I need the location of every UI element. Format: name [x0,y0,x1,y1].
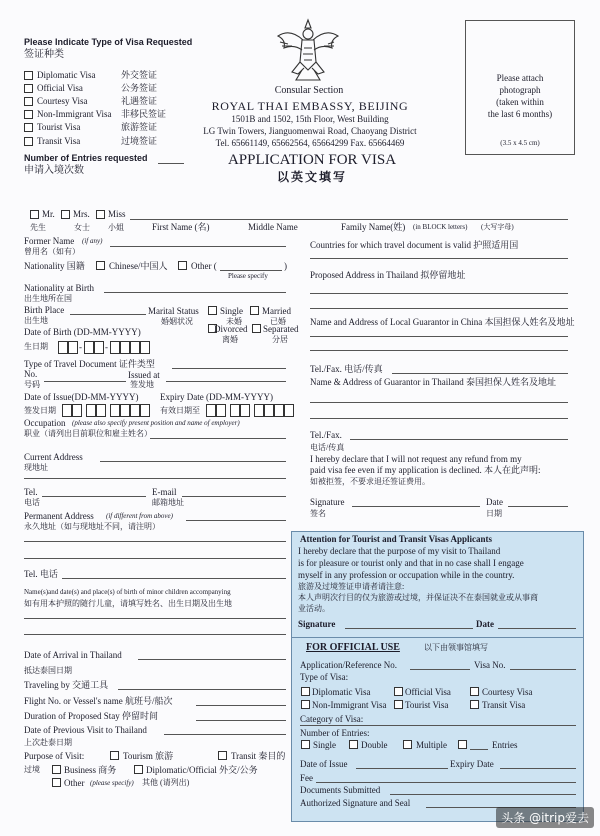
official-use-cn: 以下由领事馆填写 [424,643,488,652]
checkbox-chinese[interactable] [96,261,105,270]
birth-place-label: Birth Place [24,305,65,315]
miss-label-cn: 小姐 [108,223,124,232]
dob-digit-box[interactable] [120,341,130,354]
dob-dash: - [79,342,82,352]
dob-digit-box[interactable] [110,341,120,354]
official-checkbox-transit[interactable] [470,700,479,709]
official-checkbox-courtesy[interactable] [470,687,479,696]
app-ref-label: Application/Reference No. [300,660,397,670]
duration-label: Duration of Proposed Stay 停留时间 [24,711,158,721]
official-non-immigrant-label: Non-Immigrant Visa [312,700,387,710]
tel-fax-field[interactable] [392,373,568,374]
tel-fax2-cn: 电话/传真 [310,443,345,452]
marital-status-cn: 婚姻状况 [161,317,193,326]
visa-type-label: Non-Immigrant Visa [37,109,112,119]
visa-type-label-cn: 公务签证 [121,83,158,93]
checkbox-transit[interactable] [218,751,227,760]
email-cn: 邮箱地址 [152,498,184,507]
expiry-cn: 有效日期至 [160,406,200,415]
married-label: Married [262,306,291,316]
dob-digit-box[interactable] [58,341,68,354]
date-label: Date [486,497,503,507]
current-address-cn: 现地址 [24,463,48,472]
official-tourist-label: Tourist Visa [405,700,449,710]
other-nationality-field[interactable] [220,270,282,271]
birth-place-cn: 出生地 [24,316,48,325]
tel-label: Tel. [24,487,38,497]
travel-doc-label: Type of Travel Document 证件类型 [24,359,155,369]
official-courtesy-label: Courtesy Visa [482,687,533,697]
nationality-label: Nationality 国籍 [24,261,85,271]
issue-digit-box[interactable] [120,404,130,417]
traveling-by-field[interactable] [118,689,286,690]
miss-label: Miss [108,209,126,219]
visa-type-label-cn: 非移民签证 [121,109,167,119]
embassy-name: ROYAL THAI EMBASSY, BEIJING [211,99,409,113]
fee-field[interactable] [316,782,576,783]
prev-visit-cn: 上次赴泰日期 [24,738,72,747]
middle-name-label: Middle Name [248,222,298,232]
divorced-label: Divorced [214,324,248,334]
tel-fax-label: Tel./Fax. 电话/传真 [310,364,383,374]
panel-signature-label: Signature [298,619,336,629]
official-checkbox-diplomatic[interactable] [301,687,310,696]
official-diplomatic-label: Diplomatic Visa [312,687,371,697]
attention-line: myself in any profession or occupation while in the country. [298,570,515,580]
proposed-address-label: Proposed Address in Thailand 拟停留地址 [310,270,466,280]
official-transit-label: Transit Visa [482,700,526,710]
checkbox-miss[interactable] [96,210,105,219]
issue-digit-box[interactable] [62,404,72,417]
permanent-address-field[interactable] [186,520,286,521]
official-multiple-label: Multiple [416,740,447,750]
other-purpose-note: (please specify) [90,779,134,787]
purpose-cn: 过境 [24,765,40,774]
married-cn: 已婚 [270,317,286,326]
entries-requested-field[interactable] [158,153,184,164]
official-date-issue-field[interactable] [356,768,448,769]
countries-field[interactable] [310,258,568,259]
num-entries-label: Number of Entries: [300,728,370,738]
declaration-line: I hereby declare that I will not request any refund from my [310,454,522,464]
permanent-address-cn: 永久地址（如与现地址不同，请注明） [24,522,160,531]
consular-section: Consular Section [274,85,344,96]
local-guarantor-field-2[interactable] [310,350,568,351]
checkbox-married[interactable] [250,306,259,315]
documents-field[interactable] [390,794,576,795]
business-label: Business 商务 [64,765,117,775]
duration-field[interactable] [196,720,286,721]
occupation-field[interactable] [150,438,286,439]
checkbox-diplomatic-official[interactable] [134,765,143,774]
official-single-label: Single [313,740,337,750]
dob-digit-box[interactable] [140,341,150,354]
checkbox-tourism[interactable] [110,751,119,760]
other-close-paren: ) [284,261,287,271]
nationality-birth-label: Nationality at Birth [24,283,94,293]
dob-digit-box[interactable] [68,341,78,354]
entries-label-cn: 申请入境次数 [24,165,84,176]
type-of-visa-label: Type of Visa: [300,672,349,682]
doc-no-label: No. [24,369,38,379]
children-field-1[interactable] [24,618,286,619]
watermark: 头条 @itrip爱去 [496,807,594,828]
attention-title: Attention for Tourist and Transit Visas Applicants [300,534,493,544]
thai-guarantor-field-2[interactable] [310,418,568,419]
declaration-line: paid visa fee even if my application is declined. 本人在此声明: [310,465,541,475]
checkbox-transit-visa[interactable] [24,137,33,146]
expiry-digit-box[interactable] [274,404,284,417]
mr-label: Mr. [42,209,55,219]
issue-digit-box[interactable] [110,404,120,417]
checkbox-other-nationality[interactable] [178,261,187,270]
date-issue-label: Date of Issue(DD-MM-YYYY) [24,392,139,402]
official-checkbox-single[interactable] [301,740,310,749]
form-title: APPLICATION FOR VISA [227,152,397,168]
entries-label: Number of Entries requested [24,153,148,163]
prev-visit-label: Date of Previous Visit to Thailand [24,725,147,735]
nationality-birth-cn: 出生地所在国 [24,294,72,303]
tel-cn: 电话 [24,498,40,507]
purpose-label: Purpose of Visit: [24,751,85,761]
expiry-label: Expiry Date (DD-MM-YYYY) [160,392,273,402]
expiry-digit-box[interactable] [206,404,216,417]
dob-cn: 生日期 [24,342,48,351]
checkbox-official-visa[interactable] [24,84,33,93]
checkbox-diplomatic-visa[interactable] [24,71,33,80]
embassy-address-2: LG Twin Towers, Jianguomenwai Road, Chaoyang District [203,126,417,136]
visa-type-label-cn: 外交签证 [121,70,158,80]
official-checkbox-tourist[interactable] [394,700,403,709]
form-title-cn: 以英文填写 [276,170,348,184]
prev-visit-field[interactable] [164,734,286,735]
panel-divider [291,637,584,638]
issue-digit-box[interactable] [130,404,140,417]
official-checkbox-double[interactable] [349,740,358,749]
checkbox-tourist-visa[interactable] [24,123,33,132]
date-issue-cn: 签发日期 [24,406,56,415]
expiry-digit-box[interactable] [240,404,250,417]
official-official-label: Official Visa [405,687,451,697]
panel-signature-field[interactable] [345,628,473,629]
checkbox-separated[interactable] [252,324,261,333]
permanent-address-field-3[interactable] [24,558,286,559]
attention-line: is for pleasure or tourist only and that in no case shall I engage [298,558,524,568]
issue-digit-box[interactable] [140,404,150,417]
doc-no-field[interactable] [44,381,126,382]
official-checkbox-entries[interactable] [458,740,467,749]
issued-at-field[interactable] [166,381,286,382]
official-expiry-label: Expiry Date [450,759,494,769]
fee-label: Fee [300,773,313,783]
occupation-note: (please also specify present position and name of employer) [72,419,240,427]
garuda-emblem-icon [272,14,344,86]
attention-line-cn: 业活动。 [298,604,330,613]
visa-type-heading: Please Indicate Type of Visa Requested [24,37,193,47]
divorced-cn: 离婚 [222,335,238,344]
signature-cn: 签名 [310,509,326,518]
official-checkbox-official[interactable] [394,687,403,696]
former-name-cn: 曾用名（如有） [24,247,80,256]
local-guarantor-field-1[interactable] [310,336,568,337]
issued-at-label: Issued at [128,370,160,380]
arrival-label: Date of Arrival in Thailand [24,650,122,660]
former-name-label: Former Name [24,236,75,246]
mrs-label: Mrs. [73,209,90,219]
visa-type-label: Diplomatic Visa [37,70,96,80]
arrival-cn: 抵达泰国日期 [24,666,72,675]
visa-type-label-cn: 旅游签证 [121,122,158,132]
visa-type-label: Tourist Visa [37,122,81,132]
official-double-label: Double [361,740,388,750]
tel-fax2-label: Tel./Fax. [310,430,342,440]
visa-no-field[interactable] [510,669,576,670]
separated-label: Separated [263,324,299,334]
first-name-label: First Name (名) [152,222,210,232]
photo-instruction: the last 6 months) [487,109,553,119]
checkbox-single[interactable] [208,306,217,315]
nationality-birth-field[interactable] [104,292,286,293]
current-address-field-2[interactable] [24,478,286,479]
traveling-by-label: Traveling by 交通工具 [24,680,109,690]
permanent-address-field-2[interactable] [24,541,286,542]
visa-type-label: Official Visa [37,83,83,93]
occupation-cn: 职业（请列出目前职位和雇主姓名） [24,429,152,438]
attention-line: I hereby declare that the purpose of my visit to Thailand [298,546,501,556]
family-name-label: Family Name(姓) [341,222,406,232]
transit-label: Transit 秦目的 [231,751,286,761]
chinese-label: Chinese/中国人 [109,261,168,271]
flight-label: Flight No. or Vessel's name 航班号/船次 [24,696,173,706]
separated-cn: 分居 [272,335,288,344]
occupation-label: Occupation [24,418,66,428]
thai-guarantor-label: Name & Address of Guarantor in Thailand 泰国担保人姓名及地址 [310,377,557,387]
mrs-label-cn: 女士 [74,223,90,232]
official-checkbox-non-immigrant[interactable] [301,700,310,709]
photo-size: (3.5 x 4.5 cm) [500,139,540,147]
current-address-field[interactable] [100,461,286,462]
dob-digit-box[interactable] [84,341,94,354]
tel2-label: Tel. 电话 [24,569,58,579]
email-field[interactable] [182,496,286,497]
other-purpose-label: Other [64,778,85,788]
local-guarantor-label: Name and Address of Local Guarantor in China 本国担保人姓名及地址 [310,317,575,327]
visa-no-label: Visa No. [474,660,506,670]
category-field[interactable] [300,725,576,726]
visa-type-label: Transit Visa [37,136,81,146]
marital-status-label: Marital Status [148,306,199,316]
signature-field[interactable] [352,506,480,507]
signature-label: Signature [310,497,345,507]
permanent-address-label: Permanent Address [24,511,94,521]
checkbox-mr[interactable] [30,210,39,219]
issue-digit-box[interactable] [96,404,106,417]
email-label: E-mail [152,487,177,497]
issue-digit-box[interactable] [86,404,96,417]
declaration-line-cn: 如被拒签，不要求退还签证费用。 [310,477,430,486]
photo-instruction: (taken within [496,97,544,107]
checkbox-business[interactable] [52,765,61,774]
expiry-digit-box[interactable] [254,404,264,417]
tourism-label: Tourism 旅游 [123,751,174,761]
expiry-digit-box[interactable] [264,404,274,417]
date-cn: 日期 [486,509,502,518]
proposed-address-field-1[interactable] [310,293,568,294]
arrival-field[interactable] [138,659,286,660]
name-line[interactable] [130,219,568,220]
travel-doc-field[interactable] [172,368,286,369]
single-cn: 未婚 [226,317,242,326]
photo-instruction: photograph [499,85,541,95]
visa-type-label-cn: 礼遇签证 [121,96,158,106]
category-label: Category of Visa: [300,714,364,724]
attention-line-cn: 本人声明次行目的仅为旅游或过境，并保证决不在泰国就业或从事商 [298,593,538,602]
current-address-label: Current Address [24,452,83,462]
single-label: Single [220,306,244,316]
doc-no-cn: 号码 [24,380,40,389]
former-name-note: (if any) [82,237,103,245]
embassy-contact: Tel. 65661149, 65662564, 65664299 Fax. 65664469 [215,138,405,148]
attention-line-cn: 旅游及过境签证申请者请注意: [298,582,405,591]
children-field-2[interactable] [24,634,286,635]
expiry-digit-box[interactable] [284,404,294,417]
official-use-title: FOR OFFICIAL USE [306,642,400,653]
documents-label: Documents Submitted [300,785,381,795]
dob-label: Date of Birth (DD-MM-YYYY) [24,327,141,337]
mr-label-cn: 先生 [30,223,46,232]
children-label: Name(s)and date(s) and place(s) of birth of minor children accompanying [24,588,231,596]
countries-label: Countries for which travel document is valid 护照适用国 [310,240,519,250]
photo-instruction: Please attach [496,73,544,83]
visa-type-label: Courtesy Visa [37,96,88,106]
expiry-digit-box[interactable] [216,404,226,417]
expiry-digit-box[interactable] [230,404,240,417]
panel-date-label: Date [476,619,494,629]
official-date-issue-label: Date of Issue [300,759,348,769]
dob-dash: - [105,342,108,352]
dob-digit-box[interactable] [130,341,140,354]
proposed-address-field-2[interactable] [310,308,568,309]
family-name-cn: (大写字母) [481,223,514,231]
other-purpose-cn: 其他 (请列出) [142,778,190,787]
visa-type-label-cn: 过境签证 [121,136,158,146]
issued-at-cn: 签发地 [130,380,154,389]
tel-fax2-field[interactable] [350,439,568,440]
embassy-address-1: 1501B and 1502, 15th Floor, West Building [231,114,389,124]
thai-guarantor-field-1[interactable] [310,402,568,403]
issue-digit-box[interactable] [72,404,82,417]
panel-date-field[interactable] [498,628,576,629]
app-ref-field[interactable] [410,669,470,670]
tel-field[interactable] [42,496,146,497]
flight-field[interactable] [196,705,286,706]
entries-count-field[interactable] [470,749,488,750]
official-checkbox-multiple[interactable] [403,740,412,749]
authorized-signature-label: Authorized Signature and Seal [300,798,411,808]
official-entries-label: Entries [492,740,518,750]
visa-type-heading-cn: 签证种类 [24,49,64,60]
please-specify-label: Please specify [228,272,268,280]
permanent-address-note: (if different from above) [106,512,173,520]
tel2-field[interactable] [62,578,286,579]
checkbox-non-immigrant-visa[interactable] [24,110,33,119]
birth-place-field[interactable] [70,314,146,315]
date-field[interactable] [508,506,568,507]
former-name-field[interactable] [110,246,286,247]
official-expiry-field[interactable] [500,768,576,769]
dob-digit-box[interactable] [94,341,104,354]
family-name-note: (in BLOCK letters) [413,223,468,231]
diplomatic-official-label: Diplomatic/Official 外交/公务 [146,765,258,775]
checkbox-courtesy-visa[interactable] [24,97,33,106]
checkbox-mrs[interactable] [61,210,70,219]
checkbox-other-purpose[interactable] [52,778,61,787]
other-nationality-label: Other ( [191,261,217,271]
children-cn: 如有用本护照的随行儿童，请填写姓名、出生日期及出生地 [24,599,232,608]
